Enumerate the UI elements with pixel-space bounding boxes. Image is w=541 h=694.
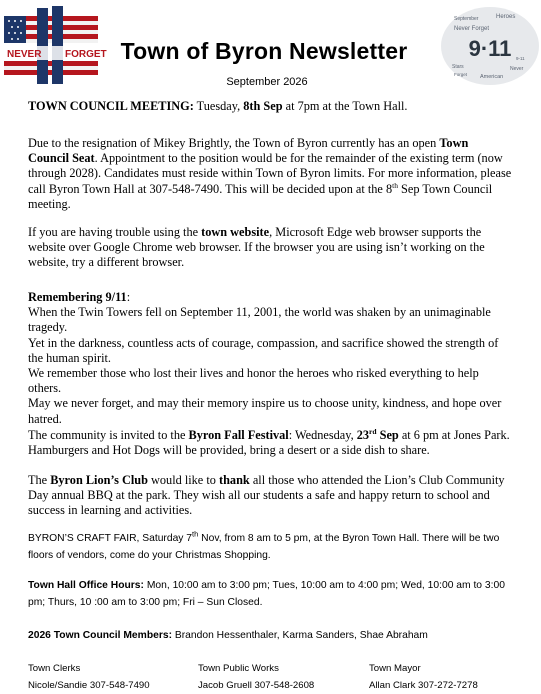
fall-festival-notice: The community is invited to the Byron Fall Festival: Wednesday, 23rd Sep at 6 pm at Jones Park. Hamburgers and Hot Dogs will be provided, bring a desert or a side dish to share. bbox=[28, 426, 510, 458]
office-hours-label: Town Hall Office Hours: bbox=[28, 580, 144, 591]
cloud-word: 9-11 bbox=[516, 56, 525, 61]
festival-name: Byron Fall Festival bbox=[188, 428, 289, 442]
newsletter-date: September 2026 bbox=[226, 76, 308, 88]
nine-eleven-word-cloud-logo bbox=[440, 6, 540, 88]
meeting-date: 8th Sep bbox=[243, 99, 283, 113]
lions-thank: thank bbox=[218, 473, 250, 487]
lions-club-notice: The Byron Lion’s Club would like to thank all those who attended the Lion’s Club Community Day annual BBQ at the park. They wish all our students a safe and happy return to school and success in learning and activities. bbox=[28, 473, 505, 518]
craft-fair-notice: BYRON’S CRAFT FAIR, Saturday 7th Nov, from 8 am to 5 pm, at the Byron Town Hall. There will be two floors of vendors, come do your Christmas Shopping. bbox=[28, 529, 500, 561]
council-seat-notice: Due to the resignation of Mikey Brightly, the Town of Byron currently has an open Town Council Seat. Appointment to the position would be for the remainder of the existing term (now through 2028). Candidates must reside within Town of Byron limits. For more information, please call Byron Town Hall at 307-548-7490. This will be decided upon at the 8th Sep Town Council meeting. bbox=[28, 136, 512, 211]
footer-public-works bbox=[198, 660, 314, 694]
footer-town-mayor bbox=[369, 660, 478, 694]
town-website-label: town website bbox=[201, 225, 270, 239]
council-members: 2026 Town Council Members: Brandon Hessenthaler, Karma Sanders, Shae Abraham bbox=[28, 630, 428, 641]
cloud-word: Heroes bbox=[496, 14, 516, 20]
clerks-title: Town Clerks bbox=[28, 663, 81, 674]
works-title: Town Public Works bbox=[198, 663, 279, 674]
never-forget-logo bbox=[4, 6, 107, 84]
office-hours: Town Hall Office Hours: Mon, 10:00 am to 3:00 pm; Tues, 10:00 am to 4:00 pm; Wed, 10:00 am to 3:00 pm; Thurs, 10 :00 am to 3:00 pm; Fri – Sun Closed. bbox=[28, 580, 505, 608]
council-meeting-notice: TOWN COUNCIL MEETING: Tuesday, 8th Sep at 7pm at the Town Hall. bbox=[28, 99, 408, 113]
cloud-word: Forget bbox=[454, 72, 468, 77]
cloud-word: September bbox=[454, 16, 479, 22]
cloud-word: Never Forget bbox=[454, 26, 490, 32]
cloud-word: Never bbox=[510, 66, 524, 72]
cloud-big-text: 9·11 bbox=[468, 36, 512, 61]
lions-club-name: Byron Lion’s Club bbox=[50, 473, 148, 487]
logo-word-forget: FORGET bbox=[65, 49, 107, 60]
remembering-line: May we never forget, and may their memory inspire us to choose unity, kindness, and hope over hatred. bbox=[28, 396, 502, 426]
clerks-contact: Nicole/Sandie 307-548-7490 bbox=[28, 680, 150, 691]
remembering-line: When the Twin Towers fell on September 11, 2001, the world was shaken by an unimaginable tragedy. bbox=[28, 305, 491, 335]
council-members-label: 2026 Town Council Members: bbox=[28, 630, 172, 641]
mayor-title: Town Mayor bbox=[369, 663, 421, 674]
festival-date: 23rd Sep bbox=[356, 426, 399, 442]
cloud-word: Stars bbox=[452, 64, 464, 70]
newsletter-header bbox=[0, 0, 541, 100]
remembering-line: Yet in the darkness, countless acts of courage, compassion, and sacrifice showed the strength of the human spirit. bbox=[28, 335, 499, 365]
page-title: Town of Byron Newsletter bbox=[120, 38, 408, 64]
remembering-heading: Remembering 9/11: bbox=[28, 290, 131, 304]
website-notice: If you are having trouble using the town website, Microsoft Edge web browser supports the website over Google Chrome web browser. If the browser you are using isn’t working on the website, try a different browser. bbox=[28, 225, 485, 270]
remembering-911-section bbox=[28, 290, 512, 427]
remembering-line: We remember those who lost their lives and honor the heroes who risked everything to help others. bbox=[28, 366, 479, 396]
logo-word-never: NEVER bbox=[7, 49, 42, 60]
council-seat-label: Town Council Seat bbox=[28, 136, 469, 166]
meeting-label: TOWN COUNCIL MEETING: bbox=[28, 99, 194, 113]
cloud-word: American bbox=[480, 74, 504, 80]
works-contact: Jacob Gruell 307-548-2608 bbox=[198, 680, 315, 691]
mayor-contact: Allan Clark 307-272-7278 bbox=[369, 680, 478, 691]
footer-town-clerks bbox=[28, 660, 150, 694]
